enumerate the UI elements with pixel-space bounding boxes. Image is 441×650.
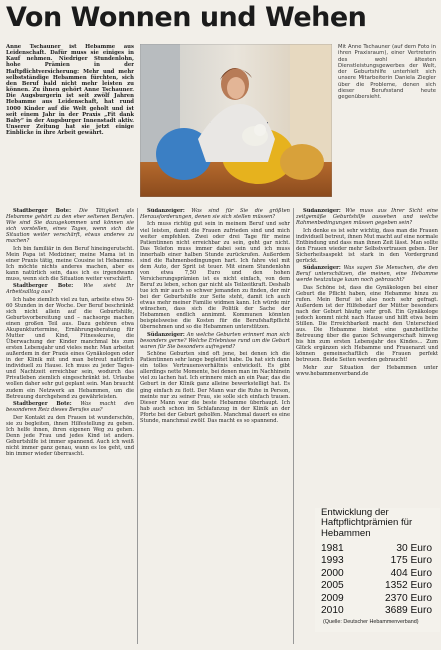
column-divider: [137, 208, 138, 644]
fee-year: 1981: [321, 542, 344, 554]
fee-year: 2010: [321, 604, 344, 616]
question-4: [140, 208, 290, 220]
fee-table: [315, 508, 440, 632]
photo-midwife: [140, 44, 332, 197]
question-7: [296, 265, 438, 283]
column-divider: [293, 208, 294, 644]
question-2: [6, 283, 134, 295]
question-5: [140, 332, 290, 350]
question-text: Was sind für Sie die größten Herausforderungen, denen sie sich stellen müssen?: [140, 208, 290, 221]
question-3: [6, 401, 134, 413]
fee-row: [321, 580, 432, 592]
question-text: Was sagen Sie Menschen, die den Beruf unterschätzen, die meinen, eine Hebamme werde heutzutage kaum noch gebraucht?: [296, 265, 438, 284]
lead-text: Anne Tschauner ist Hebamme aus Leidenschaft. Dafür muss sie einiges in Kauf nehmen. Niedriger Stundenlohn, hohe Prämien in der Haftpflichtversicherung: Mehr und mehr selbstständige Hebammen fürchten, sich den Beruf bald nicht mehr leisten zu können. Zu ihnen gehört Anne Tschauner. Die Augsburgerin ist seit zwölf Jahren Hebamme aus Leidenschaft, hat rund 1000 Kinder auf die Welt geholt und ist seit einem Jahr in der Praxis „Fit dank Baby“ in der Augsburger Innenstadt aktiv. Unserer Zeitung hat sie jetzt einige Einblicke in ihre Arbeit gewährt.: [6, 44, 134, 137]
answer-4: Ich muss richtig gut sein in meinem Beruf und sehr viel leisten, damit die Frauen zufrieden sind und mich weiter empfehlen. Zwei oder drei Tage für meine Patientinnen nicht erreichbar zu sein, geht gar nicht. Das Telefon muss immer dabei sein und ich muss innerhalb einer halben Stunde zurückrufen. Außerdem sind die Rahmenbedingungen hart. Ich fahre viel mit dem Auto, der Sprit ist teuer. Mit einem Stundenlohn von etwa 7,50 Euro und den hohen Versicherungsprämien ist es nicht einfach, von dem Beruf zu leben, schon gar nicht als Teilzeitkraft. Deshalb tue ich mir auch so schwer jemanden zu finden, der mir bei der Geburtshilfe zur Seite steht, damit ich auch etwas mehr meiner Familie widmen kann. Ich würde mir wünschen, dass sich die Politik der Sache der Hebammen endlich annimmt. Kommunen könnten beispielsweise die Kosten für die Berufshaftpflicht übernehmen und so die Hebammen unterstützen.: [140, 221, 290, 331]
fee-year: 1993: [321, 555, 344, 567]
lead-paragraph: [6, 44, 134, 205]
speaker-label: Stadtberger Bote:: [13, 208, 71, 214]
fee-row: [321, 605, 432, 617]
speaker-label: Stadtberger Bote:: [13, 283, 74, 290]
fee-amount: 175 Euro: [390, 555, 432, 567]
question-text: Die Tätigkeit als Hebamme gehört zu den eher seltenen Berufen. Wie sind Sie dazugekommen und können sie sich vorstellen, eines Tages, wenn sich die Situation weiter verschärft, etwas anderes zu machen?: [6, 208, 134, 245]
column-1-body: [6, 208, 134, 648]
answer-3: Der Kontakt zu den Frauen ist wunderschön, sie zu begleiten, ihnen Hilfestellung zu geben. Ich helfe ihnen, ihren eigenen Weg zu gehen. Denn jede Frau und jedes Kind ist anders. Geburtshilfe ist immer spannend. Auch ich weiß nicht immer ganz genau, wann es los geht, und bin immer wieder überrascht.: [6, 414, 134, 457]
speaker-label: Südanzeiger:: [303, 208, 341, 214]
fee-amount: 404 Euro: [390, 567, 432, 579]
question-text: Was macht den besonderen Reiz dieses Berufes aus?: [6, 401, 134, 414]
fee-year: 2005: [321, 580, 344, 592]
fee-row: [321, 593, 432, 605]
photo-image: [140, 44, 332, 197]
fee-amount: 1352 Euro: [384, 580, 432, 592]
question-text: Wie sieht Ihr Arbeitsalltag aus?: [6, 283, 134, 296]
fee-amount: 3689 Euro: [384, 604, 432, 616]
fee-table-source: (Quelle: Deutscher Hebammenverband): [323, 619, 419, 626]
fee-amount: 2370 Euro: [384, 592, 432, 604]
fee-year: 2000: [321, 567, 344, 579]
question-text: Wie muss aus Ihrer Sicht eine zeitgemäße Geburtshilfe aussehen und welche Rahmenbedingungen müssen gegeben sein?: [296, 208, 438, 227]
fee-year: 2009: [321, 592, 344, 604]
footer-note: Mehr zur Situation der Hebammen unter www.hebammenverband.de: [296, 364, 438, 377]
question-6: [296, 208, 438, 226]
question-1: [6, 208, 134, 244]
speaker-label: Südanzeiger:: [303, 265, 341, 272]
fee-amount: 30 Euro: [396, 542, 432, 554]
fee-row: [321, 543, 432, 555]
question-text: An welche Geburten erinnert man sich besonders gerne? Welche Erlebnisse rund um die Geburt waren für Sie besonders aufregend?: [140, 331, 290, 350]
speaker-label: Südanzeiger:: [147, 331, 185, 338]
column-3-body: [296, 208, 438, 504]
fee-row: [321, 568, 432, 580]
answer-7: Das Schöne ist, dass die Gynäkologen bei einer Geburt die Pflicht haben, eine Hebamme hinzu zu rufen. Mein Beruf ist also noch sehr gefragt. Außerdem ist der Hilfebedarf der Mütter besonders nach der Geburt häufig sehr groß. Ein Gynäkologe jedoch kommt nicht nach Hause und hilft etwa beim Stillen. Die Erreichbarkeit macht den Unterschied aus. Die Hebamme bietet eine ganzheitliche Betreuung über die ganze Schwangerschaft hinweg bis hin zum ersten Lebensjahr des Kindes... Zum Glück ergänzen sich Hebamme und Frauenarzt und können gemeinschaftlich die Frauen perfekt betreuen. Beide Seiten werden gebraucht!: [296, 284, 438, 364]
fee-table-title: Entwicklung der Haftpflichtprämien für Hebammen: [321, 507, 413, 539]
photo-caption: Mit Anne Tschauner (auf dem Foto in ihren Praxisraum), einer Vertreterin des wohl ältesten Dienstleistungsgewerbes der Welt, der Geburtshilfe unterhielt sich unsere Mitarbeiterin Daniela Ziegler über die Probleme, denen sich dieser Berufsstand heute gegenübersieht.: [338, 44, 436, 101]
speaker-label: Stadtberger Bote:: [13, 401, 72, 408]
answer-2: Ich habe ziemlich viel zu tun, arbeite etwa 50-60 Stunden in der Woche. Der Beruf beschränkt sich nicht allein auf die Geburtshilfe, Geburtsvorbereitung und – nachsorge machen einen großen Teil aus. Dazu gehören etwa Akupunkturtermine, Ernährungsberatung für Mutter und Kind, Fitnesskurse, die Überwachung der Kinder manchmal bis zum ersten Lebensjahr und vieles mehr. Man arbeitet außerdem in der Praxis eines Gynäkologen oder in der Klinik mit und man betreut natürlich individuell zu Hause. Ich muss zu jeder Tages- und Nachtzeit erreichbar sein, wodurch das Privatleben ziemlich eingeschränkt ist. Urlaube wollen daher sehr gut geplant sein. Man braucht zudem ein Netzwerk an Hebammen, um die Betreuung durchgehend zu gewährleisten.: [6, 296, 134, 400]
answer-6: Ich denke es ist sehr wichtig, dass man die Frauen individuell betreut, ihnen Mut macht auf eine normale Entbindung und dass man ihnen Zeit lässt. Man sollte den Frauen wieder mehr Selbstvertrauen geben. Der Sicherheitsaspekt ist stark in den Vordergrund gerückt.: [296, 227, 438, 264]
answer-1: Ich bin familiär in den Beruf hineingerutscht. Mein Papa ist Mediziner, meine Mama ist in einer Praxis tätig, meine Cousine ist Hebamme. Ich möchte nichts anderes machen, aber es kann natürlich sein, dass ich es irgendwann muss, wenn sich die Situation weiter verschärft.: [6, 245, 134, 282]
headline: Von Wonnen und Wehen: [6, 2, 367, 33]
speaker-label: Südanzeiger:: [147, 208, 185, 214]
fee-row: [321, 555, 432, 567]
column-2-body: [140, 208, 290, 648]
answer-5: Schöne Geburten sind oft jene, bei denen ich die Patientinnen sehr lange begleitet habe. Da hat sich dann ein tolles Vertrauensverhältnis entwickelt. Es gibt allerdings nette Momente, bei denen man im Nachhinein viel zu lachen hat. Ich erinnere mich an ein Paar, das die Geburt in der Klinik ganz alleine bewerkstelligt hat. Es ging einfach zu flott. Der Mann war die Ruhe in Person, meinte nur zu seiner Frau, sie solle sich einfach trauen. Dieser Mann war die beste Hebamme überhaupt. Ich hab auch schon im Schlafanzug in der Klinik an der Pforte bei der Geburt geholfen. Manchmal dauert es eine Stunde, manchmal zwölf. Das macht es so spannend.: [140, 351, 290, 424]
